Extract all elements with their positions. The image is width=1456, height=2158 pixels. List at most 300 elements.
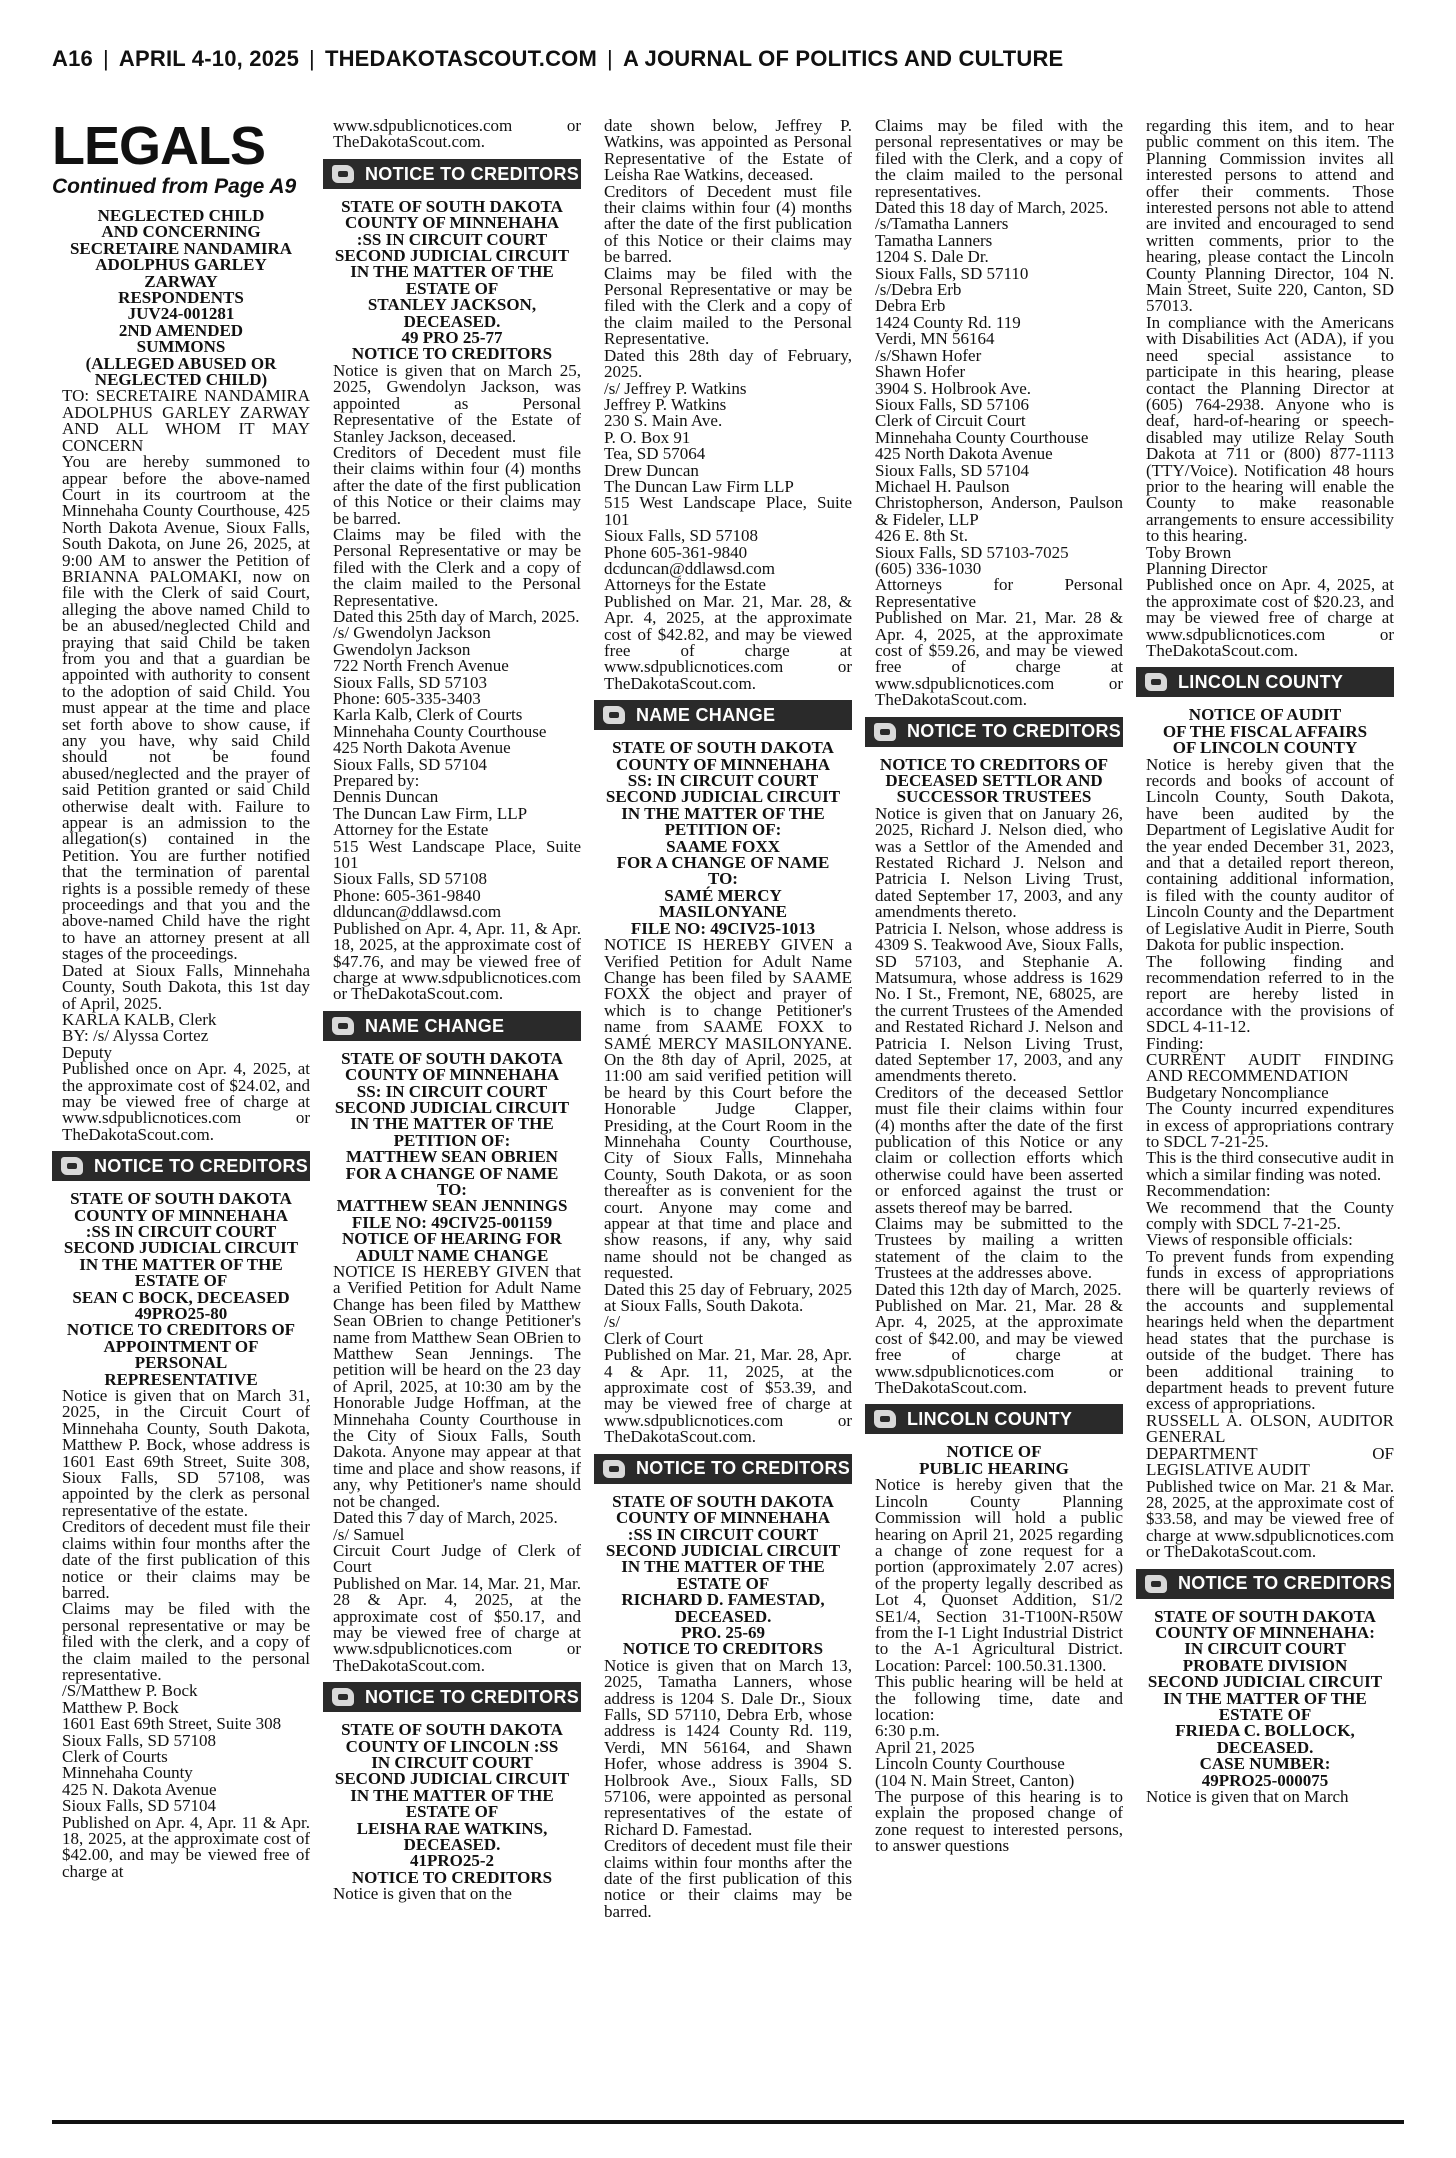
heading-line: IN THE MATTER OF THE (350, 262, 554, 282)
section-header-label: NOTICE TO CREDITORS (365, 1686, 580, 1707)
heading-line: IN THE MATTER OF THE (79, 1254, 283, 1274)
heading-line: STATE OF SOUTH DAKOTA (341, 1048, 563, 1068)
section-header-label: NOTICE TO CREDITORS (907, 721, 1122, 742)
body-paragraph: Creditors of decedent must file their claims within four months after the date of the first publication of this notice or their claims may be barred. (604, 1836, 852, 1921)
body-paragraph: Phone 605-361-9840 (604, 542, 748, 562)
heading-line: 49 PRO 25-77 (401, 328, 503, 348)
heading-line: SECOND JUDICIAL CIRCUIT (334, 246, 570, 266)
heading-line: COUNTY OF MINNEHAHA (344, 1065, 560, 1085)
section-header-label: LINCOLN COUNTY (907, 1409, 1073, 1430)
body-paragraph: CURRENT AUDIT FINDING AND RECOMMENDATION (1146, 1049, 1394, 1086)
heading-line: OF THE FISCAL AFFAIRS (1162, 721, 1368, 741)
heading-line: COUNTY OF MINNEHAHA (73, 1205, 289, 1225)
heading-line: ADULT NAME CHANGE (355, 1245, 549, 1265)
heading-line: IN CIRCUIT COURT (371, 1752, 533, 1772)
heading-line: MATTHEW SEAN OBRIEN (346, 1147, 558, 1167)
body-paragraph: Minnehaha County Courthouse (875, 427, 1089, 447)
header-separator: | (102, 46, 109, 71)
heading-line: STATE OF SOUTH DAKOTA (341, 196, 563, 216)
notice-heading (1136, 707, 1394, 756)
page-number: A16 (52, 46, 93, 71)
body-paragraph: Attorney for the Estate (333, 820, 489, 840)
body-paragraph: Sioux Falls, SD 57104 (333, 754, 487, 774)
body-paragraph: Sioux Falls, SD 57103-7025 (875, 542, 1069, 562)
body-paragraph: Sioux Falls, SD 57103 (333, 672, 487, 692)
body-paragraph: Debra Erb (875, 296, 946, 316)
heading-line: PUBLIC HEARING (919, 1458, 1069, 1478)
heading-line: CASE NUMBER: (1199, 1754, 1331, 1774)
body-paragraph: Tamatha Lanners (875, 230, 993, 250)
body-paragraph: Dated at Sioux Falls, Minnehaha County, South Dakota, this 1st day of April, 2025. (62, 960, 310, 1013)
column-5 (1136, 118, 1394, 2120)
body-paragraph: Creditors of the deceased Settlor must file their claims within four (4) months after the date of the first publication of this Notice or any claim or collection efforts which otherwise could have been asserted or enforced against the trust or assets thereof may be barred. (875, 1082, 1123, 1217)
body-paragraph: You are hereby summoned to appear before the above-named Court in its courtroom at the Minnehaha County Courthouse, 425 North Dakota Avenue, Sioux Falls, South Dakota, on June 26, 2025, at 9:00 AM to answer the Petition of BRIANNA PALOMAKI, now on file with the Clerk of said Court, alleging the above named Child to be an abused/neglected Child and praying that said Child be taken from you and that a guardian be appointed with authority to consent to the adoption of said Child. You must appear at the time and place set forth above to show cause, if any you have, why said Child should not be found abused/neglected and the prayer of said Petition granted or said Child otherwise dealt with. Failure to appear is an admission to the allegation(s) contained in the Petition. You are further notified that the termination of parental rights is a possible remedy of these proceedings and that you and the above-named Child have the right to have an attorney present at all stages of the proceedings. (62, 452, 310, 964)
heading-line: DECEASED. (1216, 1737, 1314, 1757)
body-paragraph: RUSSELL A. OLSON, AUDITOR GENERAL (1146, 1410, 1394, 1447)
body-paragraph: 230 S. Main Ave. (604, 411, 723, 431)
body-paragraph: Dated this 25 day of February, 2025 at Sioux Falls, South Dakota. (604, 1279, 852, 1316)
section-header-label: NOTICE TO CREDITORS (1178, 1573, 1393, 1594)
body-paragraph: Creditors of Decedent must file their claims within four (4) months after the date of the first publication of this Notice or their claims may be barred. (333, 442, 581, 528)
notice-heading (594, 1491, 852, 1659)
heading-line: PRO. 25-69 (680, 1622, 766, 1642)
notice-heading (323, 1048, 581, 1265)
heading-line: COUNTY OF LINCOLN :SS (345, 1736, 559, 1756)
body-paragraph: Lincoln County Courthouse (875, 1754, 1065, 1774)
notice-heading (323, 196, 581, 364)
heading-line: MATTHEW SEAN JENNINGS (336, 1196, 568, 1216)
body-paragraph: Dated this 25th day of March, 2025. (333, 606, 580, 626)
heading-line: SECOND JUDICIAL CIRCUIT (605, 787, 841, 807)
notice-body (1136, 1789, 1394, 1805)
heading-line: NOTICE TO CREDITORS (622, 1639, 824, 1659)
section-header-label: NAME CHANGE (365, 1015, 505, 1036)
body-paragraph: Recommendation: (1146, 1181, 1271, 1201)
section-header-bar (594, 700, 852, 730)
body-paragraph: We recommend that the County comply with SDCL 7-21-25. (1146, 1197, 1394, 1233)
section-header-bar (865, 717, 1123, 747)
heading-line: :SS IN CIRCUIT COURT (356, 229, 548, 249)
body-paragraph: 426 E. 8th St. (875, 526, 969, 546)
body-paragraph: P. O. Box 91 (604, 427, 691, 447)
body-paragraph: 6:30 p.m. (875, 1721, 940, 1741)
page-header (52, 46, 1063, 76)
body-paragraph: 515 West Landscape Place, Suite 101 (333, 836, 581, 873)
body-paragraph: Published on Mar. 21, Mar. 28, Apr. 4 & Apr. 11, 2025, at the approximate cost of $53.39, and may be viewed free of charge at www.sdpublicnotices.com or TheDakotaScout.com. (604, 1345, 852, 1447)
body-paragraph: 425 North Dakota Avenue (875, 444, 1053, 464)
heading-line: STATE OF SOUTH DAKOTA (612, 738, 834, 758)
body-paragraph: Notice is hereby given that the records and books of account of Lincoln County, South Dakota, have been audited by the Department of Legislative Audit for the year ended December 31, 2023, and that a detailed report thereon, containing additional information, is filed with the county auditor of Lincoln County and the Department of Legislative Audit in Pierre, South Dakota for public inspection. (1146, 754, 1394, 955)
body-paragraph: Notice is given that on March (1146, 1787, 1349, 1806)
section-header-bar (323, 1682, 581, 1712)
body-paragraph: April 21, 2025 (875, 1737, 975, 1757)
body-paragraph: /s/Debra Erb (875, 280, 962, 300)
body-paragraph: Notice is given that on March 25, 2025, Gwendolyn Jackson, was appointed as Personal Representative of the Estate of Stanley Jackson, deceased. (333, 360, 581, 446)
heading-line: (ALLEGED ABUSED OR (85, 353, 277, 373)
notice-body (52, 388, 310, 1143)
body-paragraph: KARLA KALB, Clerk (62, 1009, 217, 1029)
header-separator: | (309, 46, 315, 71)
heading-line: NOTICE OF (946, 1442, 1042, 1462)
section-header-bar (323, 1011, 581, 1041)
notice-body (323, 1264, 581, 1674)
body-paragraph: Clerk of Courts (62, 1746, 168, 1766)
heading-line: NOTICE TO CREDITORS OF (66, 1320, 296, 1340)
body-paragraph: Notice is given that on the (333, 1884, 512, 1904)
heading-line: DECEASED SETTLOR AND (885, 771, 1103, 791)
body-paragraph: TO: SECRETAIRE NANDAMIRA ADOLPHUS GARLEY ZARWAY AND ALL WHOM IT MAY CONCERN (62, 386, 310, 455)
heading-line: IN THE MATTER OF THE (350, 1114, 554, 1134)
body-paragraph: Dated this 28th day of February, 2025. (604, 345, 852, 382)
notice-body (594, 1655, 852, 1921)
header-separator: | (607, 46, 613, 71)
heading-line: SECRETAIRE NANDAMIRA (69, 238, 293, 258)
heading-line: DECEASED. (674, 1606, 772, 1626)
body-paragraph: regarding this item, and to hear public comment on this item. The Planning Commission invites all interested persons to attend and offer their comments. Those interested persons not able to attend are invited and encouraged to send written comments, prior to the hearing, please contact the Lincoln County Planning Director, 104 N. Main Street, Suite 220, Canton, SD 57013. (1146, 118, 1394, 316)
notice-body (865, 118, 1123, 709)
body-paragraph: Attorneys for the Estate (604, 575, 766, 595)
body-paragraph: Planning Director (1146, 558, 1268, 578)
notice-heading (865, 1444, 1123, 1477)
heading-line: 49PRO25-80 (134, 1304, 228, 1323)
heading-line: :SS IN CIRCUIT COURT (85, 1221, 277, 1241)
body-paragraph: Matthew P. Bock (62, 1697, 179, 1717)
body-paragraph: Published on Mar. 21, Mar. 28 & Apr. 4, 2025, at the approximate cost of $42.00, and may be viewed free of charge at www.sdpublicnotices.com or TheDakotaScout.com. (875, 1296, 1123, 1398)
heading-line: TO: (437, 1179, 467, 1199)
heading-line: COUNTY OF MINNEHAHA: (1155, 1622, 1375, 1642)
body-paragraph: Sioux Falls, SD 57106 (875, 394, 1029, 414)
section-header-bar (1136, 667, 1394, 697)
body-paragraph: Published on Apr. 4, Apr. 11 & Apr. 18, 2025, at the approximate cost of $42.00, and may be viewed free of charge at (62, 1812, 310, 1881)
body-paragraph: Dated this 7 day of March, 2025. (333, 1508, 558, 1528)
body-paragraph: Gwendolyn Jackson (333, 639, 471, 659)
heading-line: MASILONYANE (659, 902, 787, 922)
notice-body (865, 1477, 1123, 1854)
body-paragraph: BY: /s/ Alyssa Cortez (62, 1026, 209, 1046)
body-paragraph: 515 West Landscape Place, Suite 101 (604, 493, 852, 529)
sd-logo-icon (329, 1015, 357, 1037)
heading-line: ADOLPHUS GARLEY (95, 255, 267, 275)
heading-line: IN THE MATTER OF THE (621, 1557, 825, 1577)
heading-line: SUMMONS (136, 337, 226, 357)
body-paragraph: Published on Mar. 21, Mar. 28 & Apr. 4, 2025, at the approximate cost of $59.26, and may be viewed free of charge at www.sdpublicnotices.com or TheDakotaScout.com. (875, 608, 1123, 710)
body-paragraph: 1204 S. Dale Dr. (875, 247, 989, 267)
heading-line: SEAN C BOCK, DECEASED (72, 1287, 290, 1307)
body-paragraph: Dated this 12th day of March, 2025. (875, 1279, 1122, 1299)
body-paragraph: The Duncan Law Firm, LLP (333, 803, 528, 823)
heading-line: STANLEY JACKSON, (367, 295, 537, 315)
heading-line: FRIEDA C. BOLLOCK, (1175, 1721, 1355, 1741)
notice-body (52, 1388, 310, 1880)
sd-logo-icon (600, 704, 628, 726)
column-4 (865, 118, 1123, 2120)
heading-line: FILE NO: 49CIV25-1013 (630, 918, 816, 938)
body-paragraph: NOTICE IS HEREBY GIVEN a Verified Petition for Adult Name Change has been filed by SAAME FOXX the object and prayer of which is to change Petitioner's name from SAAME FOXX to SAMÉ MERCY MASILONYANE. On the 8th day of April, 2025, at 11:00 am said verified petition will be heard by this Court before the Honorable Judge Clapper, Presiding, at the Court Room in the Minnehaha County Courthouse, City of Sioux Falls, Minnehaha County, South Dakota, or as soon thereafter as is convenient for the court. Anyone may come and appear at that time and place and show reasons, if any, why said name should not be changed as requested. (604, 935, 852, 1283)
heading-line: COUNTY OF MINNEHAHA (615, 1508, 831, 1528)
body-paragraph: Published twice on Mar. 21 & Mar. 28, 2025, at the approximate cost of $33.58, and may be viewed free of charge at www.sdpublicnotices.com or TheDakotaScout.com. (1146, 1476, 1394, 1562)
body-paragraph: /s/ Samuel (333, 1524, 405, 1544)
body-paragraph: 425 N. Dakota Avenue (62, 1779, 217, 1799)
body-paragraph: Sioux Falls, SD 57104 (875, 460, 1029, 480)
column-1 (52, 118, 310, 2120)
body-paragraph: /s/Tamatha Lanners (875, 214, 1009, 234)
heading-line: SECOND JUDICIAL CIRCUIT (605, 1540, 841, 1560)
body-paragraph: Creditors of Decedent must file their claims within four (4) months after the date of the first publication of this Notice or their claims may be barred. (604, 181, 852, 267)
section-header-bar (594, 1454, 852, 1484)
body-paragraph: (605) 336-1030 (875, 558, 982, 578)
heading-line: SUCCESSOR TRUSTEES (896, 787, 1092, 807)
section-header-label: NOTICE TO CREDITORS (636, 1458, 851, 1479)
heading-line: FOR A CHANGE OF NAME (345, 1163, 559, 1183)
body-paragraph: Published on Apr. 4, Apr. 11, & Apr. 18, 2025, at the approximate cost of $47.76, and may be viewed free of charge at www.sdpublicnotices.com or TheDakotaScout.com. (333, 918, 581, 1004)
body-paragraph: 3904 S. Holbrook Ave. (875, 378, 1031, 398)
notice-heading (52, 1191, 310, 1388)
body-paragraph: Attorneys for Personal Representative (875, 575, 1123, 611)
sd-logo-icon (58, 1155, 86, 1177)
body-paragraph: Circuit Court Judge of Clerk of Court (333, 1540, 581, 1577)
issue-date: APRIL 4-10, 2025 (118, 46, 300, 71)
sd-logo-icon (600, 1458, 628, 1480)
body-paragraph: Shawn Hofer (875, 362, 966, 382)
notice-heading (865, 754, 1123, 807)
notice-body (323, 1886, 581, 1902)
heading-line: 2ND AMENDED (118, 320, 244, 340)
legals-columns (52, 118, 1404, 2120)
sd-logo-icon (871, 1408, 899, 1430)
heading-line: IN THE MATTER OF THE (1163, 1688, 1367, 1708)
heading-line: OF LINCOLN COUNTY (1172, 738, 1358, 758)
notice-body (865, 803, 1123, 1398)
notice-body (594, 118, 852, 692)
site-url: THEDAKOTASCOUT.COM (324, 46, 598, 71)
body-paragraph: dcduncan@ddlawsd.com (604, 558, 775, 578)
heading-line: REPRESENTATIVE (104, 1369, 258, 1389)
heading-line: APPOINTMENT OF (103, 1336, 259, 1356)
body-paragraph: Notice is given that on March 13, 2025, Tamatha Lanners, whose address is 1204 S. Dale Dr., Sioux Falls, SD 57110, Debra Erb, whose address is 1424 County Rd. 119, Verdi, MN 56164, and Shawn Hofer, whose address is 3904 S. Holbrook Ave., Sioux Falls, SD 57106, were appointed as personal representatives of the estate of Richard D. Famestad. (604, 1655, 852, 1839)
body-paragraph: Phone: 605-335-3403 (333, 689, 481, 708)
section-header-bar (52, 1151, 310, 1181)
heading-line: IN THE MATTER OF THE (350, 1785, 554, 1805)
tagline: A JOURNAL OF POLITICS AND CULTURE (622, 46, 1064, 71)
notice-body (323, 118, 581, 151)
heading-line: :SS IN CIRCUIT COURT (627, 1524, 819, 1544)
body-paragraph: NOTICE IS HEREBY GIVEN that a Verified Petition for Adult Name Change has been filed by Matthew Sean OBrien to change Petitioner's name from Matthew Sean OBrien to Matthew Sean Jennings. The petition will be heard on the 23 day of April, 2025, at 10:30 am by the Honorable Judge Hoffman, at the Minnehaha County Courthouse in the City of Sioux Falls, South Dakota. Anyone may appear at that time and place and show reasons, if any, why Petitioner's name should not be changed. (333, 1262, 581, 1511)
notice-body (1136, 118, 1394, 659)
heading-line: SAAME FOXX (666, 836, 780, 856)
heading-line: NOTICE TO CREDITORS (351, 1867, 553, 1887)
body-paragraph: Published once on Apr. 4, 2025, at the approximate cost of $20.23, and may be viewed free of charge at www.sdpublicnotices.com or TheDakotaScout.com. (1146, 575, 1394, 660)
heading-line: STATE OF SOUTH DAKOTA (70, 1189, 292, 1209)
heading-line: NOTICE OF AUDIT (1188, 705, 1342, 725)
heading-line: PETITION OF: (393, 1130, 511, 1150)
body-paragraph: Michael H. Paulson (875, 476, 1010, 496)
continued-note: Continued from Page A9 (52, 175, 297, 198)
body-paragraph: Claims may be filed with the personal representative or may be filed with the clerk, and a copy of the claim mailed to the personal representative. (62, 1599, 310, 1684)
body-paragraph: To prevent funds from expending funds in excess of appropriations there will be quarterly reviews of the accounts and supplemental hearings held when the department head states that the purchase is outside of the budget. There has been additional training to department heads to prevent future excess of appropriations. (1146, 1246, 1394, 1414)
section-header-label: NOTICE TO CREDITORS (94, 1155, 309, 1176)
heading-line: SECOND JUDICIAL CIRCUIT (1147, 1672, 1383, 1692)
heading-line: IN CIRCUIT COURT (1184, 1639, 1346, 1659)
body-paragraph: Budgetary Noncompliance (1146, 1082, 1329, 1102)
heading-line: STATE OF SOUTH DAKOTA (341, 1720, 563, 1740)
section-header-label: LINCOLN COUNTY (1178, 672, 1344, 693)
heading-line: SECOND JUDICIAL CIRCUIT (63, 1238, 299, 1258)
column-2 (323, 118, 581, 2120)
body-paragraph: Deputy (62, 1042, 113, 1062)
body-paragraph: Notice is given that on March 31, 2025, in the Circuit Court of Minnehaha County, South Dakota, Matthew P. Bock, whose address is 1601 East 69th Street, Suite 308, Sioux Falls, SD 57108, was appointed by the clerk as personal representative of the estate. (62, 1386, 310, 1520)
heading-line: NOTICE TO CREDITORS (351, 344, 553, 364)
body-paragraph: Christopherson, Anderson, Paulson & Fideler, LLP (875, 493, 1123, 529)
notice-heading (594, 740, 852, 937)
body-paragraph: www.sdpublicnotices.com or TheDakotaScout.com. (333, 118, 581, 152)
body-paragraph: 722 North French Avenue (333, 656, 509, 676)
body-paragraph: date shown below, Jeffrey P. Watkins, was appointed as Personal Representative of the Estate of Leisha Rae Watkins, deceased. (604, 118, 852, 185)
body-paragraph: Views of responsible officials: (1146, 1230, 1353, 1250)
body-paragraph: Finding: (1146, 1033, 1204, 1053)
section-header-bar (865, 1404, 1123, 1434)
heading-line: PROBATE DIVISION (1182, 1655, 1348, 1675)
body-paragraph: Verdi, MN 56164 (875, 329, 995, 349)
heading-line: COUNTY OF MINNEHAHA (344, 213, 560, 233)
notice-body (594, 937, 852, 1446)
body-paragraph: Jeffrey P. Watkins (604, 394, 727, 414)
body-paragraph: Clerk of Court (604, 1328, 704, 1348)
heading-line: 41PRO25-2 (409, 1851, 495, 1871)
body-paragraph: The following finding and recommendation referred to in the report are hereby listed in accordance with the provisions of SDCL 4-11-12. (1146, 951, 1394, 1037)
heading-line: DECEASED. (403, 311, 501, 331)
body-paragraph: /s/ Gwendolyn Jackson (333, 623, 491, 643)
sd-logo-icon (329, 163, 357, 185)
body-paragraph: Sioux Falls, SD 57108 (333, 869, 487, 889)
body-paragraph: Minnehaha County Courthouse (333, 721, 547, 741)
body-paragraph: (104 N. Main Street, Canton) (875, 1770, 1075, 1790)
body-paragraph: /S/Matthew P. Bock (62, 1681, 198, 1701)
body-paragraph: Tea, SD 57064 (604, 444, 706, 464)
section-title: LEGALS (52, 118, 266, 176)
heading-line: ESTATE OF (405, 278, 499, 298)
notice-heading (52, 208, 310, 388)
body-paragraph: Sioux Falls, SD 57108 (62, 1730, 216, 1750)
body-paragraph: This public hearing will be held at the following time, date and location: (875, 1672, 1123, 1724)
body-paragraph: Prepared by: (333, 771, 420, 791)
notice-heading (1136, 1606, 1394, 1790)
heading-line: DECEASED. (403, 1835, 501, 1854)
heading-line: TO: (708, 869, 738, 889)
body-paragraph: Claims may be filed with the Personal Representative or may be filed with the Clerk and a copy of the claim mailed to the Personal Representative. (333, 524, 581, 610)
heading-line: STATE OF SOUTH DAKOTA (1154, 1606, 1376, 1626)
body-paragraph: 425 North Dakota Avenue (333, 738, 511, 758)
notice-body (1136, 754, 1394, 1562)
body-paragraph: Drew Duncan (604, 460, 699, 480)
section-header-label: NAME CHANGE (636, 705, 776, 726)
body-paragraph: This is the third consecutive audit in which a similar finding was noted. (1146, 1148, 1394, 1184)
body-paragraph: The Duncan Law Firm LLP (604, 476, 794, 496)
notice-body (323, 360, 581, 1004)
heading-line: SS: IN CIRCUIT COURT (627, 771, 819, 791)
sd-logo-icon (329, 1686, 357, 1708)
body-paragraph: Claims may be filed with the personal representatives or may be filed with the Clerk, and a copy of the claim mailed to the personal representatives. (875, 118, 1123, 201)
body-paragraph: Published on Mar. 14, Mar. 21, Mar. 28 & Apr. 4, 2025, at the approximate cost of $50.17, and may be viewed free of charge at www.sdpublicnotices.com or TheDakotaScout.com. (333, 1573, 581, 1675)
body-paragraph: Claims may be filed with the Personal Representative or may be filed with the Clerk and a copy of the claim mailed to the Personal Representative. (604, 263, 852, 349)
column-3 (594, 118, 852, 2120)
body-paragraph: Dennis Duncan (333, 787, 439, 807)
body-paragraph: Notice is given that on January 26, 2025, Richard J. Nelson died, who was a Settlor of the Amended and Restated Richard J. Nelson and Patricia I. Nelson Living Trust, dated September 17, 2003, and any amendments thereto. (875, 803, 1123, 922)
body-paragraph: dlduncan@ddlawsd.com (333, 902, 502, 922)
notice-heading (323, 1722, 581, 1886)
body-paragraph: /s/Shawn Hofer (875, 345, 982, 365)
sd-logo-icon (1142, 1573, 1170, 1595)
heading-line: ZARWAY (144, 271, 218, 291)
heading-line: 49PRO25-000075 (1201, 1770, 1329, 1790)
body-paragraph: Patricia I. Nelson, whose address is 4309 S. Teakwood Ave, Sioux Falls, SD 57103, and Stephanie A. Matsumura, whose address is 1629 No. I St., Fremont, NE, 68025, are the current Trustees of the Amended and Restated Richard J. Nelson and Patricia I. Nelson Living Trust, dated September 17, 2003, and any amendments thereto. (875, 918, 1123, 1086)
heading-line: NEGLECTED CHILD (97, 206, 265, 225)
heading-line: ESTATE OF (1218, 1704, 1312, 1724)
heading-line: SS: IN CIRCUIT COURT (356, 1081, 548, 1101)
heading-line: LEISHA RAE WATKINS, (356, 1818, 548, 1838)
section-header-bar (323, 159, 581, 189)
body-paragraph: Toby Brown (1146, 542, 1232, 562)
heading-line: STATE OF SOUTH DAKOTA (612, 1491, 834, 1511)
body-paragraph: Sioux Falls, SD 57110 (875, 263, 1029, 283)
heading-line: JUV24-001281 (127, 304, 235, 324)
body-paragraph: Claims may be submitted to the Trustees by mailing a written statement of the claim to the Trustees at the addresses above. (875, 1214, 1123, 1283)
heading-line: PETITION OF: (664, 820, 782, 840)
body-paragraph: Creditors of decedent must file their claims within four months after the date of the first publication of this notice or their claims may be barred. (62, 1517, 310, 1602)
body-paragraph: Clerk of Circuit Court (875, 411, 1026, 431)
body-paragraph: Sioux Falls, SD 57108 (604, 526, 758, 546)
heading-line: IN THE MATTER OF THE (621, 803, 825, 823)
bottom-rule (52, 2120, 1404, 2124)
body-paragraph: The County incurred expenditures in excess of appropriations contrary to SDCL 7-21-25. (1146, 1099, 1394, 1151)
heading-line: SECOND JUDICIAL CIRCUIT (334, 1097, 570, 1117)
heading-line: ESTATE OF (405, 1802, 499, 1822)
heading-line: FILE NO: 49CIV25-001159 (351, 1212, 553, 1232)
heading-line: RESPONDENTS (118, 288, 244, 308)
heading-line: NEGLECTED CHILD) (94, 370, 268, 390)
body-paragraph: Karla Kalb, Clerk of Courts (333, 705, 523, 725)
heading-line: NOTICE TO CREDITORS OF (879, 754, 1109, 774)
body-paragraph: /s/ Jeffrey P. Watkins (604, 378, 747, 398)
body-paragraph: Sioux Falls, SD 57104 (62, 1796, 216, 1816)
body-paragraph: 1601 East 69th Street, Suite 308 (62, 1714, 282, 1734)
section-header-label: NOTICE TO CREDITORS (365, 163, 580, 184)
heading-line: SECOND JUDICIAL CIRCUIT (334, 1769, 570, 1789)
body-paragraph: Notice is hereby given that the Lincoln County Planning Commission will hold a public hearing on April 21, 2025 regarding a change of zone request for a portion (approximately 2.07 acres) of the property legally described as Lot 4, Quonset Addition, S1/2 SE1/4, Section 31-T100N-R50W from the I-1 Light Industrial District to the A-1 Agricultural District. Location: Parcel: 100.50.31.1300. (875, 1475, 1123, 1675)
sd-logo-icon (1142, 671, 1170, 693)
heading-line: NOTICE OF HEARING FOR (342, 1229, 562, 1249)
body-paragraph: 1424 County Rd. 119 (875, 312, 1021, 332)
heading-line: ESTATE OF (134, 1271, 228, 1291)
body-paragraph: Phone: 605-361-9840 (333, 885, 481, 905)
heading-line: FOR A CHANGE OF NAME (616, 853, 830, 873)
heading-line: COUNTY OF MINNEHAHA (615, 754, 831, 774)
body-paragraph: Published once on Apr. 4, 2025, at the approximate cost of $24.02, and may be viewed free of charge at www.sdpublicnotices.com or TheDakotaScout.com. (62, 1059, 310, 1144)
body-paragraph: /s/ (604, 1312, 621, 1332)
body-paragraph: In compliance with the Americans with Disabilities Act (ADA), if you need special assistance to participate in this hearing, please contact the Planning Director at (605) 764-2938. Anyone who is deaf, hard-of-hearing or speech-disabled may utilize Relay South Dakota at 711 or (800) 877-1113 (TTY/Voice). Notification 48 hours prior to the hearing will enable the County to make reasonable arrangements to ensure accessibility to this hearing. (1146, 312, 1394, 546)
body-paragraph: Minnehaha County (62, 1763, 193, 1783)
body-paragraph: DEPARTMENT OF LEGISLATIVE AUDIT (1146, 1443, 1394, 1480)
body-paragraph: Published on Mar. 21, Mar. 28, & Apr. 4, 2025, at the approximate cost of $42.82, and may be viewed free of charge at www.sdpublicnotices.com or TheDakotaScout.com. (604, 591, 852, 693)
body-paragraph: Dated this 18 day of March, 2025. (875, 198, 1109, 218)
sd-logo-icon (871, 721, 899, 743)
section-header-bar (1136, 1569, 1394, 1599)
heading-line: SAMÉ MERCY (664, 885, 782, 905)
body-paragraph: The purpose of this hearing is to explain the proposed change of zone request to interested persons, to answer questions (875, 1787, 1123, 1856)
heading-line: AND CONCERNING (101, 222, 261, 242)
heading-line: RICHARD D. FAMESTAD, (621, 1590, 825, 1610)
heading-line: ESTATE OF (676, 1573, 770, 1593)
heading-line: PERSONAL (134, 1353, 228, 1373)
